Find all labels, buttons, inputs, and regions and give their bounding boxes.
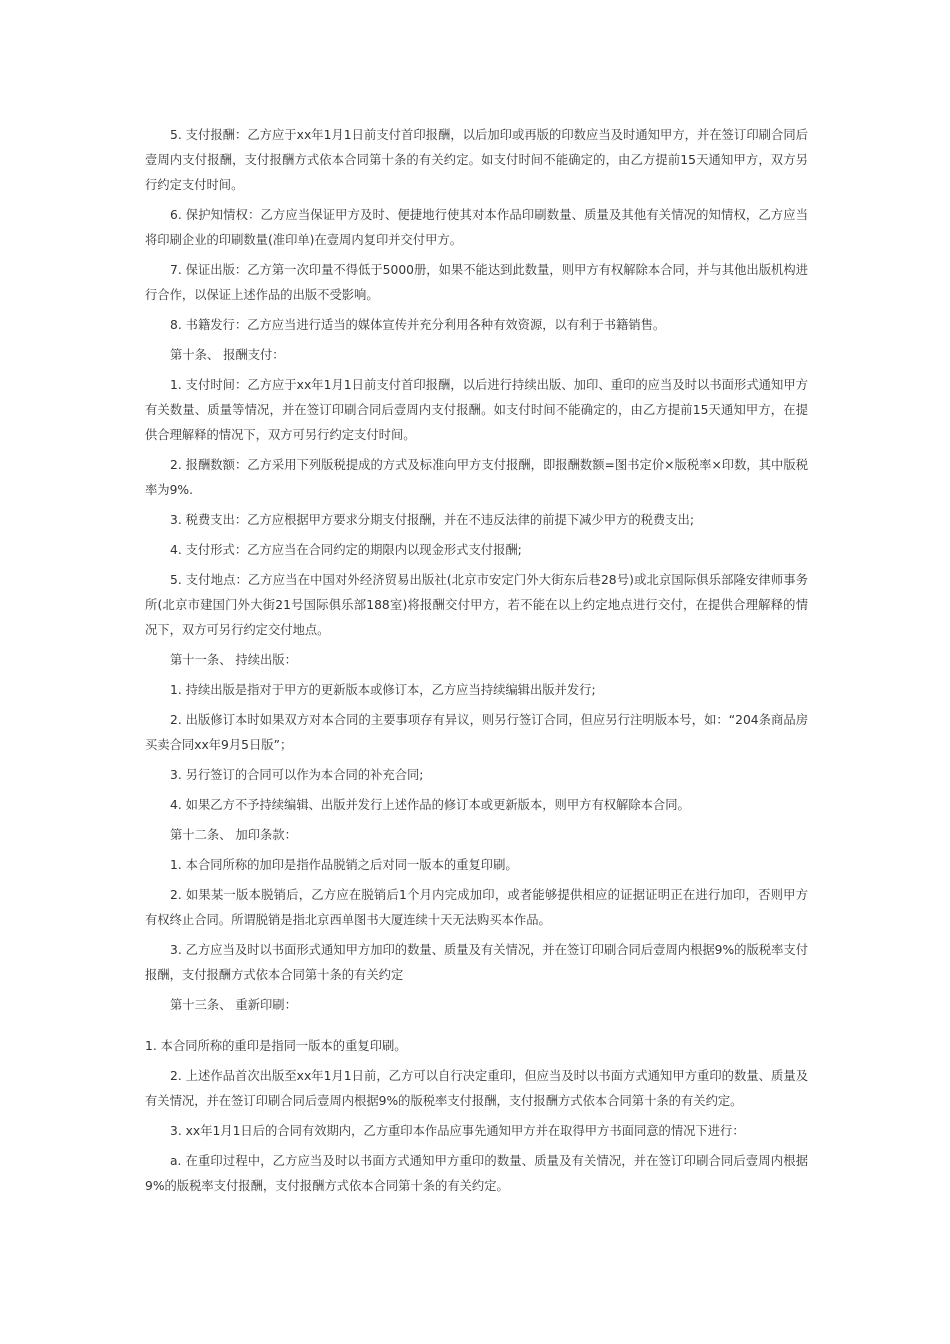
paragraph-continuous-publication-2: 2. 出版修订本时如果双方对本合同的主要事项存有异议，则另行签订合同，但应另行注明版本号，如：“204条商品房买卖合同xx年9月5日版”；: [145, 713, 808, 752]
paragraph-additional-printing-3: 3. 乙方应当及时以书面形式通知甲方加印的数量、质量及有关情况，并在签订印刷合同后壹周内根据9%的版税率支付报酬，支付报酬方式依本合同第十条的有关约定: [145, 943, 808, 982]
heading-article-13: 第十三条、 重新印刷：: [170, 998, 297, 1012]
paragraph-additional-printing-1: 1. 本合同所称的加印是指作品脱销之后对同一版本的重复印刷。: [170, 858, 518, 872]
document-body: [145, 123, 808, 1204]
paragraph-reprint-3a: a. 在重印过程中，乙方应当及时以书面方式通知甲方重印的数量、质量及有关情况，并在签订印刷合同后壹周内根据9%的版税率支付报酬，支付报酬方式依本合同第十条的有关约定。: [145, 1154, 808, 1193]
paragraph-continuous-publication-3: 3. 另行签订的合同可以作为本合同的补充合同;: [170, 768, 424, 782]
paragraph-reprint-1: 1. 本合同所称的重印是指同一版本的重复印刷。: [145, 1039, 407, 1053]
paragraph-tax-expense: 3. 税费支出：乙方应根据甲方要求分期支付报酬，并在不违反法律的前提下减少甲方的税费支出;: [170, 513, 694, 527]
paragraph-reprint-2: 2. 上述作品首次出版至xx年1月1日前，乙方可以自行决定重印，但应当及时以书面方式通知甲方重印的数量、质量及有关情况，并在签订印刷合同后壹周内根据9%的版税率支付报酬，支付报酬方式依本合同第十条的有关约定。: [145, 1069, 808, 1108]
paragraph-additional-printing-2: 2. 如果某一版本脱销后，乙方应在脱销后1个月内完成加印，或者能够提供相应的证据证明正在进行加印，否则甲方有权终止合同。所谓脱销是指北京西单图书大厦连续十天无法购买本作品。: [145, 888, 808, 927]
paragraph-continuous-publication-4: 4. 如果乙方不予持续编辑、出版并发行上述作品的修订本或更新版本，则甲方有权解除本合同。: [170, 798, 690, 812]
paragraph-right-to-know: 6. 保护知情权：乙方应当保证甲方及时、便捷地行使其对本作品印刷数量、质量及其他有关情况的知情权，乙方应当将印刷企业的印刷数量(准印单)在壹周内复印并交付甲方。: [145, 208, 808, 247]
heading-article-11: 第十一条、 持续出版：: [170, 653, 297, 667]
paragraph-payment-location: 5. 支付地点：乙方应当在中国对外经济贸易出版社(北京市安定门外大街东后巷28号)或北京国际俱乐部隆安律师事务所(北京市建国门外大街21号国际俱乐部188室)将报酬交付甲方，若不能在以上约定地点进行交付，在提供合理解释的情况下，双方可另行约定交付地点。: [145, 573, 808, 637]
paragraph-remuneration-amount: 2. 报酬数额：乙方采用下列版税提成的方式及标准向甲方支付报酬，即报酬数额=图书定价×版税率×印数，其中版税率为9%.: [145, 458, 808, 497]
paragraph-guarantee-publication: 7. 保证出版：乙方第一次印量不得低于5000册，如果不能达到此数量，则甲方有权解除本合同，并与其他出版机构进行合作，以保证上述作品的出版不受影响。: [145, 263, 808, 302]
paragraph-payment-remuneration: 5. 支付报酬：乙方应于xx年1月1日前支付首印报酬，以后加印或再版的印数应当及时通知甲方，并在签订印刷合同后壹周内支付报酬，支付报酬方式依本合同第十条的有关约定。如支付时间不能确定的，由乙方提前15天通知甲方，双方另行约定支付时间。: [145, 128, 808, 192]
paragraph-payment-form: 4. 支付形式：乙方应当在合同约定的期限内以现金形式支付报酬;: [170, 543, 522, 557]
heading-article-12: 第十二条、 加印条款：: [170, 828, 297, 842]
paragraph-book-distribution: 8. 书籍发行：乙方应当进行适当的媒体宣传并充分利用各种有效资源，以有利于书籍销售。: [170, 318, 666, 332]
heading-article-10: 第十条、 报酬支付：: [170, 348, 285, 362]
paragraph-continuous-publication-1: 1. 持续出版是指对于甲方的更新版本或修订本，乙方应当持续编辑出版并发行;: [170, 683, 596, 697]
paragraph-payment-time: 1. 支付时间：乙方应于xx年1月1日前支付首印报酬，以后进行持续出版、加印、重印的应当及时以书面形式通知甲方有关数量、质量等情况，并在签订印刷合同后壹周内支付报酬。如支付时间不能确定的，由乙方提前15天通知甲方，在提供合理解释的情况下，双方可另行约定支付时间。: [145, 378, 808, 442]
paragraph-reprint-3: 3. xx年1月1日后的合同有效期内，乙方重印本作品应事先通知甲方并在取得甲方书面同意的情况下进行：: [170, 1124, 745, 1138]
